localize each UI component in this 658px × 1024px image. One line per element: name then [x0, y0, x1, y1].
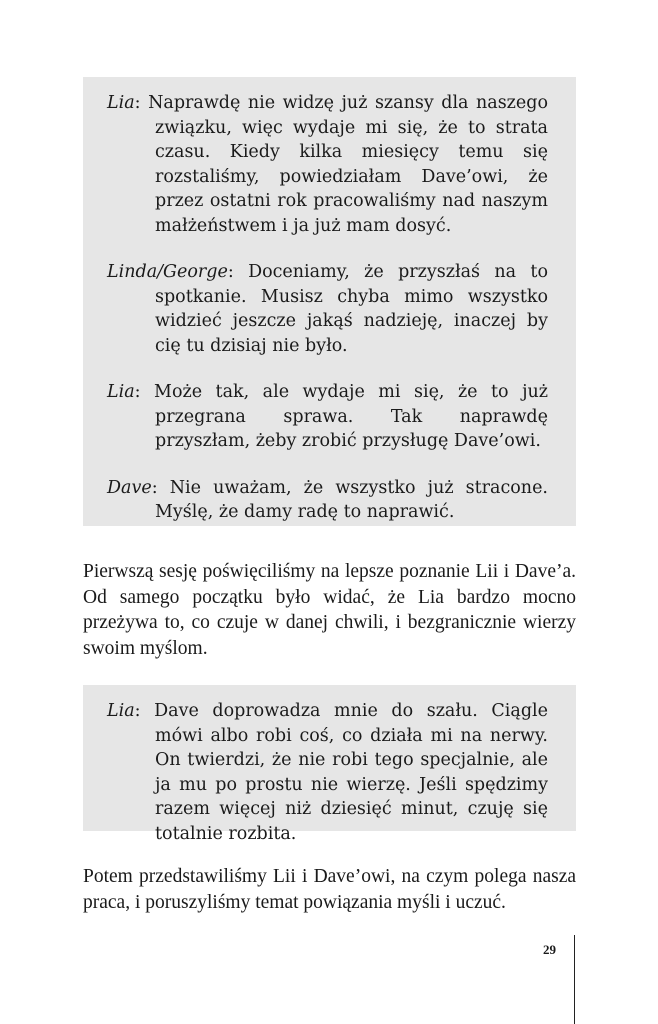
- body-paragraph: Potem przedstawiliśmy Lii i Dave’owi, na czym polega nasza praca, i poruszyliśmy temat powiązania myśli i uczuć.: [83, 866, 576, 913]
- speaker-name: Lia: [107, 382, 135, 402]
- speaker-name: Linda/George: [107, 262, 228, 282]
- page-number: 29: [543, 942, 556, 957]
- dialogue-text: : Dave doprowadza mnie do szału. Ciągle mówi albo robi coś, co działa mi na nerwy. On twierdzi, że nie robi tego specjalnie, ale ja mu po prostu nie wierzę. Jeśli spędzimy razem więcej niż dziesięć minut, czuję się totalnie rozbita.: [134, 701, 548, 844]
- dialogue-text: : Może tak, ale wydaje mi się, że to już przegrana sprawa. Tak naprawdę przyszłam, żeby zrobić przysługę Dave’owi.: [134, 382, 548, 451]
- dialogue-text: : Doceniamy, że przyszłaś na to spotkanie. Musisz chyba mimo wszystko widzieć jeszcze jakąś nadzieję, inaczej by cię tu dzisiaj nie było.: [155, 262, 548, 356]
- dialogue-entry: [107, 260, 548, 358]
- dialogue-entry: [107, 380, 548, 454]
- dialogue-box: [83, 77, 576, 526]
- body-paragraph: Pierwszą sesję poświęciliśmy na lepsze poznanie Lii i Dave’a. Od samego początku było widać, że Lia bardzo mocno przeżywa to, co czuje w danej chwili, i bezgranicznie wierzy swoim myślom.: [83, 561, 576, 659]
- speaker-name: Dave: [107, 477, 152, 498]
- dialogue-text: : Naprawdę nie widzę już szansy dla naszego związku, więc wydaje mi się, że to strata czasu. Kiedy kilka miesięcy temu się rozstaliśmy, powiedziałam Dave’owi, że przez ostatni rok pracowaliśmy nad naszym małżeństwem i ja już mam dosyć.: [134, 93, 548, 236]
- dialogue-entry: [107, 91, 548, 238]
- page-rule: [574, 935, 575, 1024]
- dialogue-entry: [107, 699, 548, 846]
- dialogue-entry: [107, 476, 548, 525]
- speaker-name: Lia: [107, 701, 135, 721]
- dialogue-text: : Nie uważam, że wszystko już stracone. Myślę, że damy radę to naprawić.: [151, 477, 548, 522]
- speaker-name: Lia: [107, 93, 135, 113]
- dialogue-box: [83, 685, 576, 844]
